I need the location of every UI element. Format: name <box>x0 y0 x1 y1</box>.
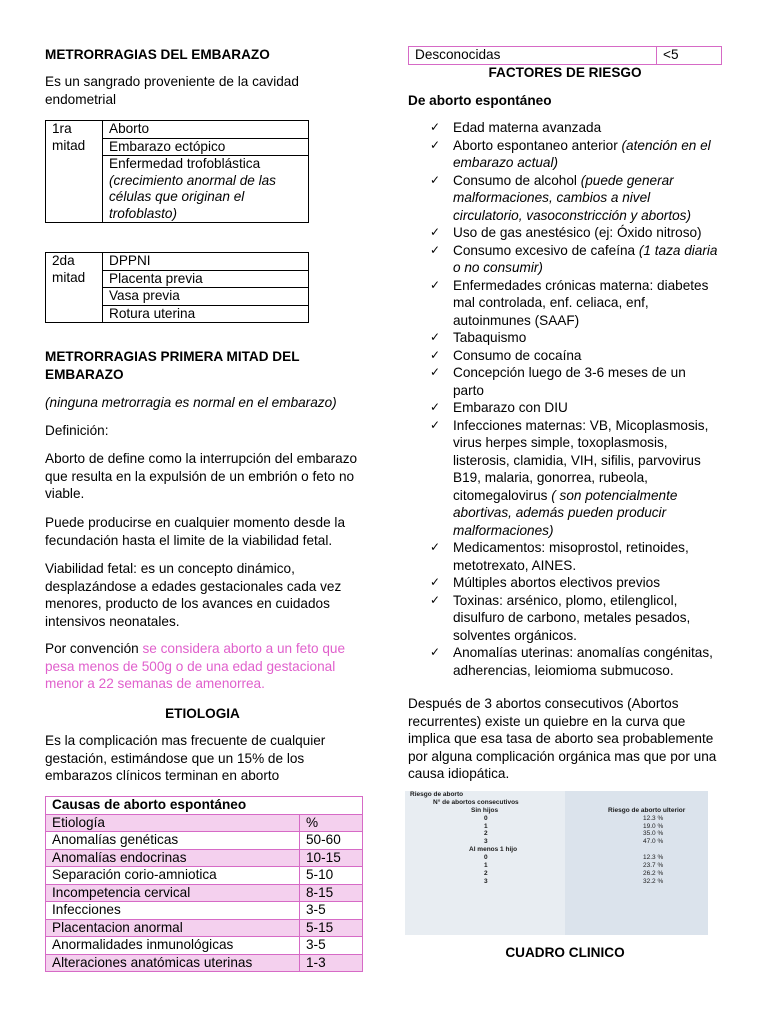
checkmark-icon: ✓ <box>430 417 441 432</box>
factor-text: Medicamentos: misoprostol, retinoides, metotrexato, AINES. <box>453 540 689 573</box>
heading-cuadro-clinico: CUADRO CLINICO <box>505 945 625 960</box>
cell-main: Enfermedad trofoblástica <box>109 156 261 171</box>
paragraph-convencion <box>45 640 360 693</box>
checkmark-icon: ✓ <box>430 400 441 414</box>
risk-row <box>405 870 708 878</box>
risk-row <box>405 854 708 862</box>
risk-factor-item <box>408 574 720 592</box>
period-cell: 1ra mitad <box>46 121 103 223</box>
note-text: (ninguna metrorragia es normal en el embarazo) <box>45 395 337 410</box>
table-cell: Alteraciones anatómicas uterinas <box>46 954 300 972</box>
risk-factor-item <box>408 172 720 225</box>
checkmark-icon: ✓ <box>430 330 441 344</box>
factor-note: (puede generar malformaciones, cambios a nivel circulatorio, vasoconstricción y abortos) <box>453 172 691 223</box>
factor-text: Uso de gas anestésico (ej: Óxido nitroso) <box>453 225 702 240</box>
checkmark-icon: ✓ <box>430 277 441 292</box>
paragraph: Puede producirse en cualquier momento desde la fecundación hasta el limite de la viabilidad fetal. <box>45 515 346 548</box>
risk-value: 26.2 % <box>643 869 664 877</box>
table-cell: 5-15 <box>300 919 363 937</box>
table-cell: Anomalías genéticas <box>46 832 300 850</box>
risk-group2: Al menos 1 hijo <box>469 846 518 854</box>
text: Por convención <box>45 641 143 656</box>
risk-count: 1 <box>484 862 488 870</box>
risk-factor-item <box>408 119 720 137</box>
table-second-half <box>45 252 309 323</box>
intro-text: Es un sangrado proveniente de la cavidad endometrial <box>45 74 299 107</box>
checkmark-icon: ✓ <box>430 242 441 257</box>
paragraph: Aborto de define como la interrupción del embarazo que resulta en la expulsión de un embrión o feto no viable. <box>45 451 358 501</box>
checkmark-icon: ✓ <box>430 172 441 187</box>
causes-title: Causas de aborto espontáneo <box>46 797 363 815</box>
factor-text: Tabaquismo <box>453 330 527 345</box>
checkmark-icon: ✓ <box>430 365 441 379</box>
table-cell: Incompetencia cervical <box>46 884 300 902</box>
checkmark-icon: ✓ <box>430 347 441 362</box>
table-cell: 8-15 <box>300 884 363 902</box>
etiologia-paragraph: Es la complicación mas frecuente de cualquier gestación, estimándose que un 15% de los embarazos clínicos terminan en aborto <box>45 733 326 783</box>
risk-count: 2 <box>484 830 488 838</box>
cell-note: (crecimiento anormal de las células que originan el trofoblasto) <box>109 172 276 221</box>
risk-value: 23.7 % <box>643 862 664 870</box>
risk-value: 47.0 % <box>643 838 664 846</box>
factor-text: Enfermedades crónicas materna: diabetes mal controlada, enf. celiaca, enf, autoinmunes (SAAF) <box>453 277 709 328</box>
table-cell <box>103 156 309 223</box>
factor-text: Múltiples abortos electivos previos <box>453 575 661 590</box>
checkmark-icon: ✓ <box>430 225 441 239</box>
causes-table <box>45 796 363 972</box>
risk-count: 1 <box>484 822 488 830</box>
risk-factor-item <box>408 242 720 277</box>
risk-row <box>405 878 708 886</box>
factor-note: (atención en el embarazo actual) <box>453 137 711 170</box>
risk-factor-item <box>408 417 720 540</box>
factor-text: Consumo de alcohol <box>453 172 581 188</box>
factor-note: (1 taza diaria o no consumir) <box>453 242 718 275</box>
factor-text: Concepción luego de 3-6 meses de un parto <box>453 365 686 398</box>
risk-group1: Sin hijos <box>471 806 499 814</box>
risk-row <box>405 838 708 846</box>
risk-count: 3 <box>484 877 488 885</box>
table-cell: 5-10 <box>300 867 363 885</box>
risk-row <box>405 823 708 831</box>
table-cell: Separación corio-amniotica <box>46 867 300 885</box>
paragraph: Viabilidad fetal: es un concepto dinámico, desplazándose a edades gestacionales cada vez menores, producto de los avances en cuidados intensivos neonatales. <box>45 561 342 629</box>
risk-count: 0 <box>484 854 488 862</box>
checkmark-icon: ✓ <box>430 540 441 554</box>
risk-title: Riesgo de aborto <box>410 791 464 798</box>
factor-text: Toxinas: arsénico, plomo, etilenglicol, disulfuro de carbono, metales pesados, solventes orgánicos. <box>453 592 691 643</box>
table-cell: Embarazo ectópico <box>103 138 309 156</box>
risk-factor-item <box>408 399 720 417</box>
table-cell: 3-5 <box>300 937 363 955</box>
table-cell: Desconocidas <box>409 47 657 65</box>
table-cell: 50-60 <box>300 832 363 850</box>
recurrent-paragraph: Después de 3 abortos consecutivos (Abortos recurrentes) existe un quiebre en la curva que implica que esa tasa de aborto sea probablemente por alguna complicación orgánica mas que por una causa idiopática. <box>408 696 717 781</box>
checkmark-icon: ✓ <box>430 592 441 607</box>
factor-note: ( son potencialmente abortivas, además pueden producir malformaciones) <box>453 487 678 538</box>
factor-text: Aborto espontaneo anterior <box>453 137 622 153</box>
risk-factor-item <box>408 364 720 399</box>
risk-factor-item <box>408 347 720 365</box>
risk-row <box>405 830 708 838</box>
factor-text: Infecciones maternas: VB, Micoplasmosis, virus herpes simple, toxoplasmosis, listerosis, clamidia, VIH, sifilis, parvovirus B19, malaria, gonorrea, rubeola, citomegalovirus <box>453 417 709 503</box>
heading-primera-mitad: METRORRAGIAS PRIMERA MITAD DEL EMBARAZO <box>45 349 300 382</box>
table-cell: Anomalías endocrinas <box>46 849 300 867</box>
table-cell: Placenta previa <box>103 270 309 288</box>
risk-factor-item <box>408 277 720 330</box>
risk-value: 19.0 % <box>643 822 664 830</box>
risk-factor-item <box>408 224 720 242</box>
risk-col1: N° de abortos consecutivos <box>433 798 519 806</box>
risk-factor-item <box>408 539 720 574</box>
risk-value: 32.2 % <box>643 877 664 885</box>
table-cell: Vasa previa <box>103 288 309 306</box>
risk-value: 35.0 % <box>643 830 664 838</box>
table-cell: 3-5 <box>300 902 363 920</box>
checkmark-icon: ✓ <box>430 137 441 152</box>
risk-factor-item <box>408 592 720 645</box>
causes-table-continued <box>408 46 722 65</box>
risk-factor-list <box>408 119 720 679</box>
risk-col2: Riesgo de aborto ulterior <box>608 806 686 814</box>
subheading-aborto: De aborto espontáneo <box>408 93 552 108</box>
table-cell: <5 <box>657 47 722 65</box>
table-cell: Placentacion anormal <box>46 919 300 937</box>
risk-row <box>405 815 708 823</box>
heading-metrorragias: METRORRAGIAS DEL EMBARAZO <box>45 47 270 62</box>
table-first-half <box>45 120 309 223</box>
table-cell: Anormalidades inmunológicas <box>46 937 300 955</box>
table-cell: 10-15 <box>300 849 363 867</box>
table-cell: Rotura uterina <box>103 305 309 323</box>
table-cell: Aborto <box>103 121 309 139</box>
factor-text: Consumo de cocaína <box>453 347 582 363</box>
checkmark-icon: ✓ <box>430 120 441 134</box>
risk-factor-item <box>408 644 720 679</box>
risk-count: 0 <box>484 814 488 822</box>
heading-factores: FACTORES DE RIESGO <box>488 65 642 80</box>
risk-value: 12.3 % <box>643 854 664 862</box>
risk-count: 2 <box>484 869 488 877</box>
risk-count: 3 <box>484 838 488 846</box>
table-cell: DPPNI <box>103 253 309 271</box>
definition-label: Definición: <box>45 423 109 438</box>
highlight-text: se considera aborto a un feto que pesa menos de 500g o de una edad gestacional menor a 22 semanas de amenorrea. <box>45 641 346 691</box>
risk-factor-item <box>408 329 720 347</box>
risk-table-image <box>405 791 708 935</box>
factor-text: Consumo excesivo de cafeína <box>453 242 639 258</box>
checkmark-icon: ✓ <box>430 575 441 589</box>
table-cell: Infecciones <box>46 902 300 920</box>
factor-text: Embarazo con DIU <box>453 400 568 415</box>
period-cell: 2da mitad <box>46 253 103 323</box>
heading-etiologia: ETIOLOGIA <box>165 706 240 721</box>
checkmark-icon: ✓ <box>430 645 441 659</box>
factor-text: Anomalías uterinas: anomalías congénitas, adherencias, leiomioma submucoso. <box>453 645 713 678</box>
risk-factor-item <box>408 137 720 172</box>
table-cell: 1-3 <box>300 954 363 972</box>
table-header: Etiología <box>46 814 300 832</box>
table-header: % <box>300 814 363 832</box>
risk-value: 12.3 % <box>643 814 664 822</box>
risk-row <box>405 862 708 870</box>
factor-text: Edad materna avanzada <box>453 120 602 135</box>
